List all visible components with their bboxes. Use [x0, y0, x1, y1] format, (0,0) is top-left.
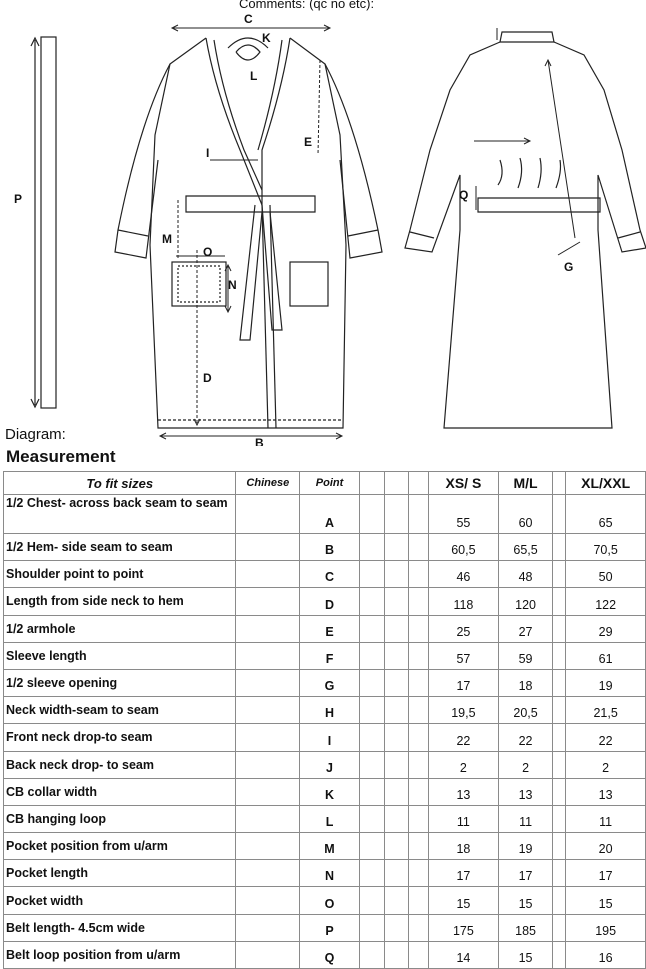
chinese-cell: [236, 642, 300, 669]
chinese-cell: [236, 588, 300, 615]
spacer-cell: [409, 697, 429, 724]
value-xl-xxl: 195: [566, 914, 646, 941]
value-xs-s: 13: [429, 778, 499, 805]
point-letter: G: [300, 669, 360, 696]
spacer-cell: [359, 805, 384, 832]
table-header-row: [4, 472, 646, 495]
table-row: [4, 887, 646, 914]
point-letter: F: [300, 642, 360, 669]
measurement-name: Belt length- 4.5cm wide: [4, 914, 236, 941]
value-xl-xxl: 21,5: [566, 697, 646, 724]
spacer-cell: [553, 642, 566, 669]
value-m-l: 65,5: [498, 534, 553, 561]
chinese-cell: [236, 833, 300, 860]
table-row: [4, 833, 646, 860]
spacer-cell: [409, 914, 429, 941]
comments-label: Comments: (qc no etc):: [239, 0, 375, 11]
value-xl-xxl: 61: [566, 642, 646, 669]
point-label-i: I: [206, 146, 210, 160]
measurement-name: 1/2 sleeve opening: [4, 669, 236, 696]
chinese-cell: [236, 561, 300, 588]
measurement-name: Neck width-seam to seam: [4, 697, 236, 724]
value-xs-s: 55: [429, 495, 499, 534]
spacer-cell: [409, 887, 429, 914]
spacer-cell: [553, 778, 566, 805]
table-row: [4, 697, 646, 724]
spacer-cell: [553, 534, 566, 561]
value-m-l: 18: [498, 669, 553, 696]
measurement-name: 1/2 Hem- side seam to seam: [4, 534, 236, 561]
value-xs-s: 18: [429, 833, 499, 860]
point-letter: J: [300, 751, 360, 778]
spacer-cell: [359, 724, 384, 751]
spacer-cell: [384, 751, 409, 778]
point-letter: N: [300, 860, 360, 887]
point-label-m: M: [162, 232, 172, 246]
value-xs-s: 15: [429, 887, 499, 914]
value-xs-s: 2: [429, 751, 499, 778]
spacer-cell: [553, 669, 566, 696]
measurement-name: Sleeve length: [4, 642, 236, 669]
value-xl-xxl: 70,5: [566, 534, 646, 561]
spacer-cell: [384, 833, 409, 860]
chinese-cell: [236, 805, 300, 832]
point-letter: M: [300, 833, 360, 860]
spacer-cell: [359, 778, 384, 805]
value-xl-xxl: 22: [566, 724, 646, 751]
value-xl-xxl: 17: [566, 860, 646, 887]
spacer-cell: [384, 615, 409, 642]
point-label-k: K: [262, 31, 271, 45]
spacer-cell: [384, 534, 409, 561]
point-label-l: L: [250, 69, 258, 83]
point-letter: E: [300, 615, 360, 642]
spacer-cell: [409, 805, 429, 832]
table-row: [4, 941, 646, 968]
spacer-cell: [553, 615, 566, 642]
point-label-n: N: [228, 278, 237, 292]
value-xs-s: 17: [429, 860, 499, 887]
point-letter: I: [300, 724, 360, 751]
measurement-name: Pocket position from u/arm: [4, 833, 236, 860]
value-xl-xxl: 2: [566, 751, 646, 778]
spacer-cell: [553, 495, 566, 534]
spacer-cell: [409, 534, 429, 561]
table-row: [4, 561, 646, 588]
spacer-cell: [384, 495, 409, 534]
value-xs-s: 17: [429, 669, 499, 696]
value-xs-s: 57: [429, 642, 499, 669]
spacer-cell: [384, 778, 409, 805]
spacer-cell: [359, 642, 384, 669]
spacer-cell: [553, 941, 566, 968]
value-xs-s: 25: [429, 615, 499, 642]
table-row: [4, 751, 646, 778]
point-letter: O: [300, 887, 360, 914]
spacer-cell: [384, 724, 409, 751]
value-m-l: 60: [498, 495, 553, 534]
value-xl-xxl: 20: [566, 833, 646, 860]
robe-diagram: [0, 6, 646, 446]
chinese-cell: [236, 914, 300, 941]
spacer-cell: [553, 751, 566, 778]
spacer-cell: [384, 941, 409, 968]
value-m-l: 20,5: [498, 697, 553, 724]
point-label-c: C: [244, 12, 253, 26]
value-xl-xxl: 13: [566, 778, 646, 805]
spacer-cell: [409, 588, 429, 615]
value-xl-xxl: 15: [566, 887, 646, 914]
diagram-label: Diagram:: [5, 426, 66, 443]
point-letter: K: [300, 778, 360, 805]
value-xs-s: 46: [429, 561, 499, 588]
point-label-p: P: [14, 192, 23, 206]
point-label-g: G: [564, 260, 574, 274]
value-m-l: 19: [498, 833, 553, 860]
table-row: [4, 724, 646, 751]
point-label-d: D: [203, 371, 212, 385]
spacer-cell: [553, 724, 566, 751]
table-row: [4, 495, 646, 534]
back-robe-drawing: [405, 32, 646, 428]
spacer-cell: [409, 941, 429, 968]
value-xs-s: 14: [429, 941, 499, 968]
header-size-m-l: M/L: [498, 472, 553, 495]
front-robe-drawing: [115, 38, 382, 428]
table-row: [4, 534, 646, 561]
chinese-cell: [236, 534, 300, 561]
header-fit-sizes: To fit sizes: [4, 472, 236, 495]
spacer-cell: [409, 495, 429, 534]
point-label-q: Q: [459, 188, 469, 202]
table-row: [4, 615, 646, 642]
header-point: Point: [300, 472, 360, 495]
measurement-name: 1/2 armhole: [4, 615, 236, 642]
chinese-cell: [236, 941, 300, 968]
spacer-cell: [409, 561, 429, 588]
spacer-cell: [409, 751, 429, 778]
value-xl-xxl: 16: [566, 941, 646, 968]
value-m-l: 15: [498, 887, 553, 914]
point-letter: L: [300, 805, 360, 832]
value-xs-s: 22: [429, 724, 499, 751]
point-letter: A: [300, 495, 360, 534]
point-letter: Q: [300, 941, 360, 968]
spacer-cell: [553, 561, 566, 588]
chinese-cell: [236, 669, 300, 696]
belt-drawing: [41, 37, 56, 408]
point-label-b: B: [255, 436, 264, 446]
value-xs-s: 60,5: [429, 534, 499, 561]
table-row: [4, 588, 646, 615]
chinese-cell: [236, 495, 300, 534]
header-size-xl-xxl: XL/XXL: [566, 472, 646, 495]
spacer-cell: [553, 588, 566, 615]
value-m-l: 48: [498, 561, 553, 588]
spacer-cell: [553, 860, 566, 887]
value-m-l: 2: [498, 751, 553, 778]
value-xl-xxl: 11: [566, 805, 646, 832]
measurement-name: Front neck drop-to seam: [4, 724, 236, 751]
spacer-cell: [359, 534, 384, 561]
measurement-title: Measurement: [6, 447, 116, 466]
measurement-name: 1/2 Chest- across back seam to seam: [4, 495, 236, 534]
chinese-cell: [236, 751, 300, 778]
point-label-e: E: [304, 135, 313, 149]
point-letter: C: [300, 561, 360, 588]
spacer-cell: [359, 751, 384, 778]
measurement-name: Pocket width: [4, 887, 236, 914]
value-m-l: 120: [498, 588, 553, 615]
spacer-cell: [359, 914, 384, 941]
spacer-cell: [409, 642, 429, 669]
spacer-cell: [359, 495, 384, 534]
spacer-cell: [553, 914, 566, 941]
table-row: [4, 914, 646, 941]
spacer-cell: [384, 697, 409, 724]
value-xl-xxl: 19: [566, 669, 646, 696]
measurement-name: CB collar width: [4, 778, 236, 805]
table-row: [4, 669, 646, 696]
spacer-cell: [359, 669, 384, 696]
spacer-cell: [359, 588, 384, 615]
spacer-cell: [359, 561, 384, 588]
table-row: [4, 805, 646, 832]
spacer-cell: [553, 805, 566, 832]
spacer-cell: [409, 833, 429, 860]
value-m-l: 27: [498, 615, 553, 642]
measurement-table: [3, 471, 646, 969]
chinese-cell: [236, 697, 300, 724]
point-letter: P: [300, 914, 360, 941]
value-xs-s: 19,5: [429, 697, 499, 724]
spacer-cell: [384, 805, 409, 832]
value-m-l: 59: [498, 642, 553, 669]
spacer-cell: [409, 860, 429, 887]
chinese-cell: [236, 724, 300, 751]
value-xs-s: 175: [429, 914, 499, 941]
point-letter: H: [300, 697, 360, 724]
spacer-cell: [409, 669, 429, 696]
spacer-cell: [553, 833, 566, 860]
value-xs-s: 11: [429, 805, 499, 832]
chinese-cell: [236, 615, 300, 642]
chinese-cell: [236, 778, 300, 805]
value-xl-xxl: 29: [566, 615, 646, 642]
spacer-cell: [384, 887, 409, 914]
value-xs-s: 118: [429, 588, 499, 615]
spacer-cell: [359, 833, 384, 860]
spacer-cell: [359, 697, 384, 724]
value-m-l: 17: [498, 860, 553, 887]
spacer-cell: [409, 778, 429, 805]
spacer-cell: [384, 561, 409, 588]
spacer-cell: [553, 887, 566, 914]
header-chinese: Chinese: [236, 472, 300, 495]
measurement-name: Pocket length: [4, 860, 236, 887]
chinese-cell: [236, 887, 300, 914]
spacer-cell: [384, 669, 409, 696]
value-m-l: 15: [498, 941, 553, 968]
spacer-cell: [384, 914, 409, 941]
measurement-name: Length from side neck to hem: [4, 588, 236, 615]
spacer-cell: [359, 941, 384, 968]
measurement-name: Belt loop position from u/arm: [4, 941, 236, 968]
measurement-name: Shoulder point to point: [4, 561, 236, 588]
point-label-o: O: [203, 245, 213, 259]
point-letter: B: [300, 534, 360, 561]
spacer-cell: [409, 615, 429, 642]
point-letter: D: [300, 588, 360, 615]
chinese-cell: [236, 860, 300, 887]
spacer-cell: [384, 642, 409, 669]
spacer-cell: [359, 615, 384, 642]
spacer-cell: [359, 860, 384, 887]
value-m-l: 11: [498, 805, 553, 832]
value-xl-xxl: 50: [566, 561, 646, 588]
table-row: [4, 778, 646, 805]
value-m-l: 22: [498, 724, 553, 751]
header-size-xs-s: XS/ S: [429, 472, 499, 495]
measurement-name: Back neck drop- to seam: [4, 751, 236, 778]
spacer-cell: [384, 588, 409, 615]
value-m-l: 185: [498, 914, 553, 941]
value-xl-xxl: 122: [566, 588, 646, 615]
table-row: [4, 642, 646, 669]
value-xl-xxl: 65: [566, 495, 646, 534]
spacer-cell: [409, 724, 429, 751]
table-row: [4, 860, 646, 887]
measurement-name: CB hanging loop: [4, 805, 236, 832]
spacer-cell: [553, 697, 566, 724]
spacer-cell: [384, 860, 409, 887]
spacer-cell: [359, 887, 384, 914]
value-m-l: 13: [498, 778, 553, 805]
